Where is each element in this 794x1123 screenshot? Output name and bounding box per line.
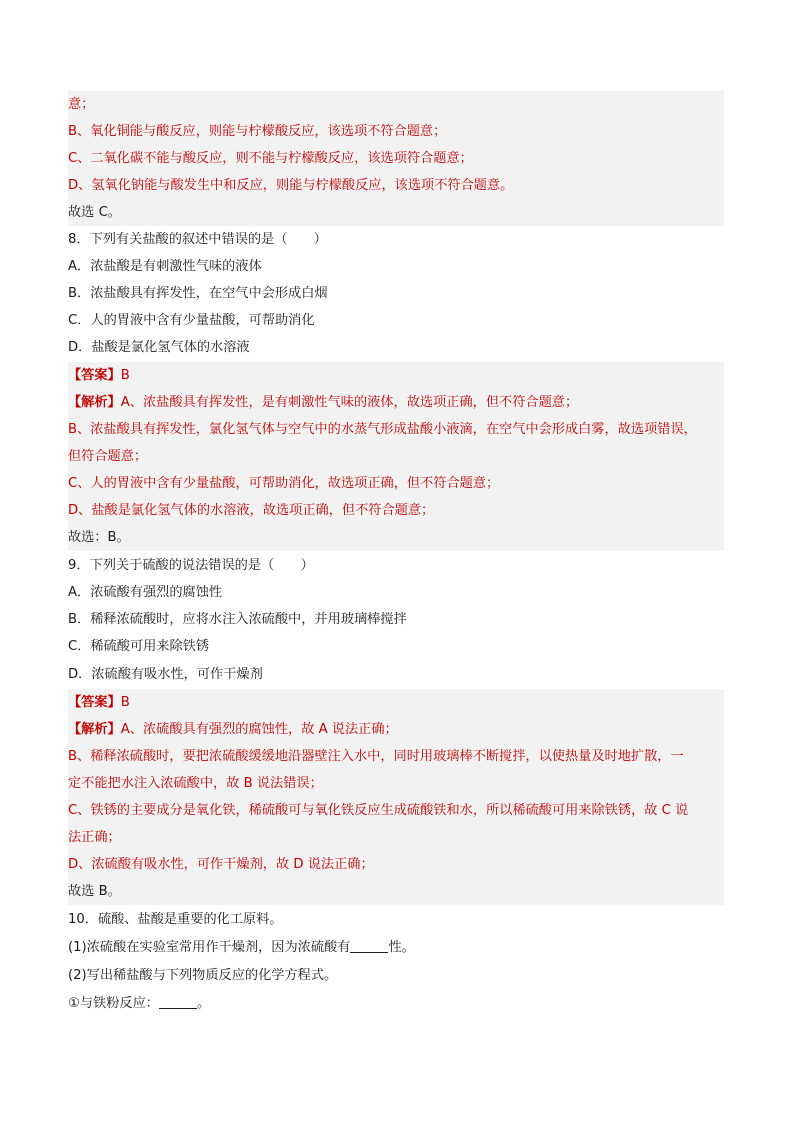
answer-label: 【答案】 — [68, 695, 121, 710]
part-1-suffix: 性。 — [388, 940, 415, 955]
answer-value: B — [120, 695, 130, 710]
part-2-1-text: ①与铁粉反应： — [68, 996, 159, 1011]
question-9-answer — [68, 689, 724, 716]
answer-blank[interactable] — [350, 938, 388, 953]
question-9-analysis-line: 定不能把水注入浓硫酸中，故 B 说法错误； — [68, 770, 724, 797]
analysis-label: 【解析】 — [68, 722, 121, 737]
prev-analysis-conclusion: 故选 C。 — [68, 199, 724, 226]
question-8-answer — [68, 362, 724, 389]
question-9-analysis-line: B、稀释浓硫酸时，要把浓硫酸缓缓地沿器壁注入水中，同时用玻璃棒不断搅拌，以使热量及时地扩散，一 — [68, 743, 724, 770]
prev-analysis-line: C、二氧化碳不能与酸反应，则不能与柠檬酸反应，该选项符合题意； — [68, 145, 724, 172]
question-8-option-b: B．浓盐酸具有挥发性，在空气中会形成白烟 — [68, 286, 328, 301]
question-9-analysis-line: 法正确； — [68, 824, 724, 851]
question-8-analysis-line: C、人的胃液中含有少量盐酸，可帮助消化，故选项正确，但不符合题意； — [68, 470, 724, 497]
question-9-option-d: D．浓硫酸有吸水性，可作干燥剂 — [68, 667, 263, 682]
analysis-text: A、浓硫酸具有强烈的腐蚀性，故 A 说法正确； — [120, 722, 398, 737]
question-8-analysis-first — [68, 389, 724, 416]
question-8-stem: 8．下列有关盐酸的叙述中错误的是（ ） — [68, 232, 327, 247]
question-10-stem: 10．硫酸、盐酸是重要的化工原料。 — [68, 912, 283, 927]
part-2-1-suffix: 。 — [196, 996, 211, 1011]
question-10-part-2: (2)写出稀盐酸与下列物质反应的化学方程式。 — [68, 968, 338, 983]
question-8-option-d: D．盐酸是氯化氢气体的水溶液 — [68, 340, 250, 355]
part-1-text: (1)浓硫酸在实验室常用作干燥剂，因为浓硫酸有 — [68, 940, 351, 955]
answer-value: B — [120, 368, 130, 383]
question-9-option-b: B．稀释浓硫酸时，应将水注入浓硫酸中，并用玻璃棒搅拌 — [68, 612, 407, 627]
question-9-analysis-line: C、铁锈的主要成分是氧化铁，稀硫酸可与氧化铁反应生成硫酸铁和水，所以稀硫酸可用来除铁锈，故 C 说 — [68, 797, 724, 824]
question-10-part-1 — [68, 934, 724, 961]
prev-analysis-line: D、氢氧化钠能与酸发生中和反应，则能与柠檬酸反应，该选项不符合题意。 — [68, 172, 724, 199]
question-9-stem: 9．下列关于硫酸的说法错误的是（ ） — [68, 558, 314, 573]
question-9-option-c: C．稀硫酸可用来除铁锈 — [68, 639, 210, 654]
analysis-text: A、浓盐酸具有挥发性，是有刺激性气味的液体，故选项正确，但不符合题意； — [120, 395, 579, 410]
question-8-analysis-line: 但符合题意； — [68, 443, 724, 470]
question-8-conclusion: 故选：B。 — [68, 524, 724, 551]
question-8-option-c: C．人的胃液中含有少量盐酸，可帮助消化 — [68, 313, 315, 328]
answer-blank[interactable] — [159, 994, 197, 1009]
answer-label: 【答案】 — [68, 368, 121, 383]
question-9-option-a: A．浓硫酸有强烈的腐蚀性 — [68, 585, 223, 600]
question-10-part-2-1 — [68, 990, 724, 1017]
question-9-analysis-first — [68, 716, 724, 743]
question-9-analysis-line: D、浓硫酸有吸水性，可作干燥剂，故 D 说法正确； — [68, 851, 724, 878]
question-8-option-a: A．浓盐酸是有刺激性气味的液体 — [68, 259, 262, 274]
question-8-analysis-line: D、盐酸是氯化氢气体的水溶液，故选项正确，但不符合题意； — [68, 497, 724, 524]
analysis-label: 【解析】 — [68, 395, 121, 410]
prev-analysis-line: 意； — [68, 91, 724, 118]
prev-analysis-line: B、氧化铜能与酸反应，则能与柠檬酸反应，该选项不符合题意； — [68, 118, 724, 145]
question-8-analysis-line: B、浓盐酸具有挥发性，氯化氢气体与空气中的水蒸气形成盐酸小液滴，在空气中会形成白雾，故选项错误， — [68, 416, 724, 443]
question-9-conclusion: 故选 B。 — [68, 878, 724, 905]
